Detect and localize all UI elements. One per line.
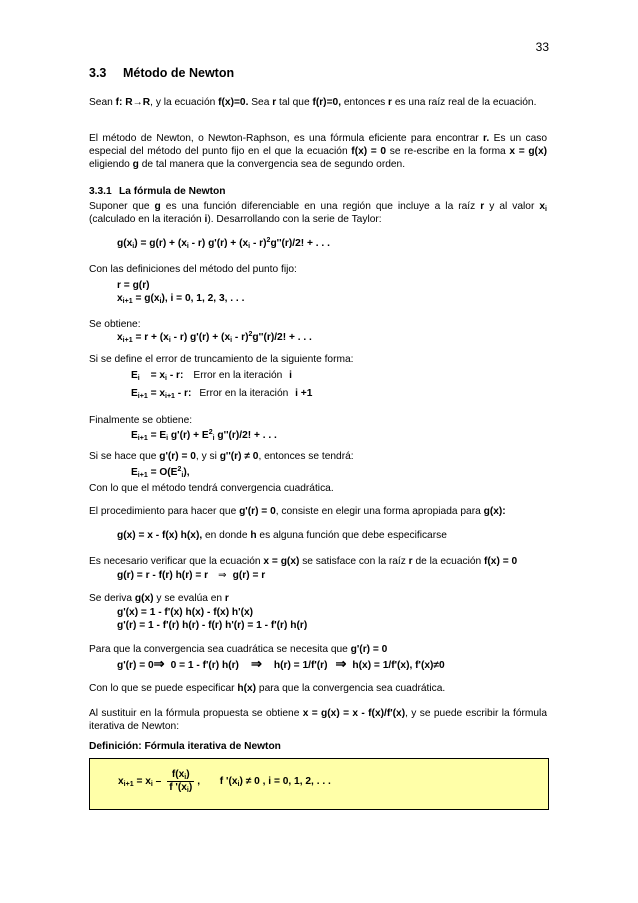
definition-title: Definición: Fórmula iterativa de Newton: [89, 741, 281, 752]
page-number: 33: [535, 40, 549, 54]
intro-paragraph-1: Sean f: R→R, y la ecuación f(x)=0. Sea r tal que f(r)=0, entonces r es una raíz real de la ecuación.: [89, 97, 537, 108]
error-definition-2: $E_{i+1} = x_{i+1} - r$: Error en la iteración i +1: [131, 388, 313, 400]
order-equation: $E_{i+1} = O(E^2_i)$,: [131, 466, 190, 479]
derivative-equation-2: g'(r) = 1 - f'(r) h(r) - f(r) h'(r) = 1 - f'(r) h(r): [117, 620, 308, 631]
newton-iterative-formula: $x_{i+1} = x_i$ – $\frac{f(x_i)}{f '(x_i)}$ , f '$(x_i) \ne 0$ , i = 0, 1, 2, . . .: [118, 769, 331, 794]
verify-equation: g(r) = r - f(r) h(r) = r ⇒ g(r) = r: [117, 570, 266, 581]
newton-formula-box: [89, 758, 549, 810]
verify-paragraph: Es necesario verificar que la ecuación x = g(x) se satisface con la raíz r de la ecuación f(x) = 0: [89, 556, 518, 567]
section-title: Método de Newton: [123, 66, 235, 80]
subsection-title: La fórmula de Newton: [119, 186, 226, 197]
substitute-paragraph: Al sustituir en la fórmula propuesta se obtiene x = g(x) = x - f(x)/f'(x), y se puede escribir la fórmula iterativa de Newton:: [89, 708, 547, 732]
quadratic-convergence-note: Con lo que el método tendrá convergencia cuadrática.: [89, 483, 334, 494]
obtains-label: Se obtiene:: [89, 319, 141, 330]
g-definition: g(x) = x - f(x) h(x), en donde h es alguna función que debe especificarse: [117, 530, 447, 541]
subsection-paragraph-1: Suponer que g es una función diferenciable en una región que incluye a la raíz r y al valor $x_i$ (calculado en la iteración i). Desarrollando con la serie de Taylor:: [89, 201, 547, 225]
derive-paragraph: Se deriva g(x) y se evalúa en r: [89, 593, 229, 604]
fixed-point-eq-1: r = g(r): [117, 280, 150, 291]
specify-paragraph: Con lo que se puede especificar h(x) para que la convergencia sea cuadrática.: [89, 683, 446, 694]
if-g-prime-zero: Si se hace que g'(r) = 0, y si g''(r) ≠ 0, entonces se tendrá:: [89, 451, 354, 462]
derivative-equation-1: g'(x) = 1 - f'(x) h(x) - f(x) h'(x): [117, 607, 254, 618]
needs-paragraph: Para que la convergencia sea cuadrática se necesita que g'(r) = 0: [89, 644, 388, 655]
error-definition-intro: Si se define el error de truncamiento de la siguiente forma:: [89, 354, 354, 365]
obtained-equation: $x_{i+1} = r + (x_i - r) g'(r) + (x_i - r)^2g''(r)/2$! + . . .: [117, 331, 312, 344]
finally-label: Finalmente se obtiene:: [89, 415, 193, 426]
section-number: 3.3: [89, 66, 107, 80]
section-heading: [89, 66, 235, 80]
subsection-number: 3.3.1: [89, 186, 112, 197]
intro-paragraph-2: El método de Newton, o Newton-Raphson, es una fórmula eficiente para encontrar r. Es un caso especial del método del punto fijo en el que la ecuación f(x) = 0 se re-escribe en la forma x = g(x) eligiendo g de tal manera que la convergencia sea de segundo orden.: [89, 133, 547, 170]
fixed-point-intro: Con las definiciones del método del punto fijo:: [89, 264, 297, 275]
taylor-series-equation: $g(x_i) = g(r) + (x_i - r) g'(r) + (x_i - r)^2g''(r)/2$! + . . .: [117, 237, 330, 250]
error-definition-1: $E_i = x_i - r$: Error en la iteración i: [131, 370, 292, 382]
procedure-paragraph: El procedimiento para hacer que g'(r) = 0, consiste en elegir una forma apropiada para g(x):: [89, 506, 506, 517]
fixed-point-eq-2: $x_{i+1} = g(x_i)$, i = 0, 1, 2, 3, . . .: [117, 293, 245, 305]
needs-equation-chain: g'(r) = 0⇒ 0 = 1 - f'(r) h(r) ⇒ h(r) = 1/f'(r) ⇒ h(x) = 1/f'(x), f'(x)≠0: [117, 656, 445, 671]
final-error-equation: $E_{i+1} = E_i$ $g'(r) + E^2_i$ g''(r)/2! + . . .: [131, 429, 277, 442]
subsection-heading: [89, 186, 226, 197]
newton-fraction: $\frac{f(x_i)}{f '(x_i)}$: [169, 769, 193, 794]
